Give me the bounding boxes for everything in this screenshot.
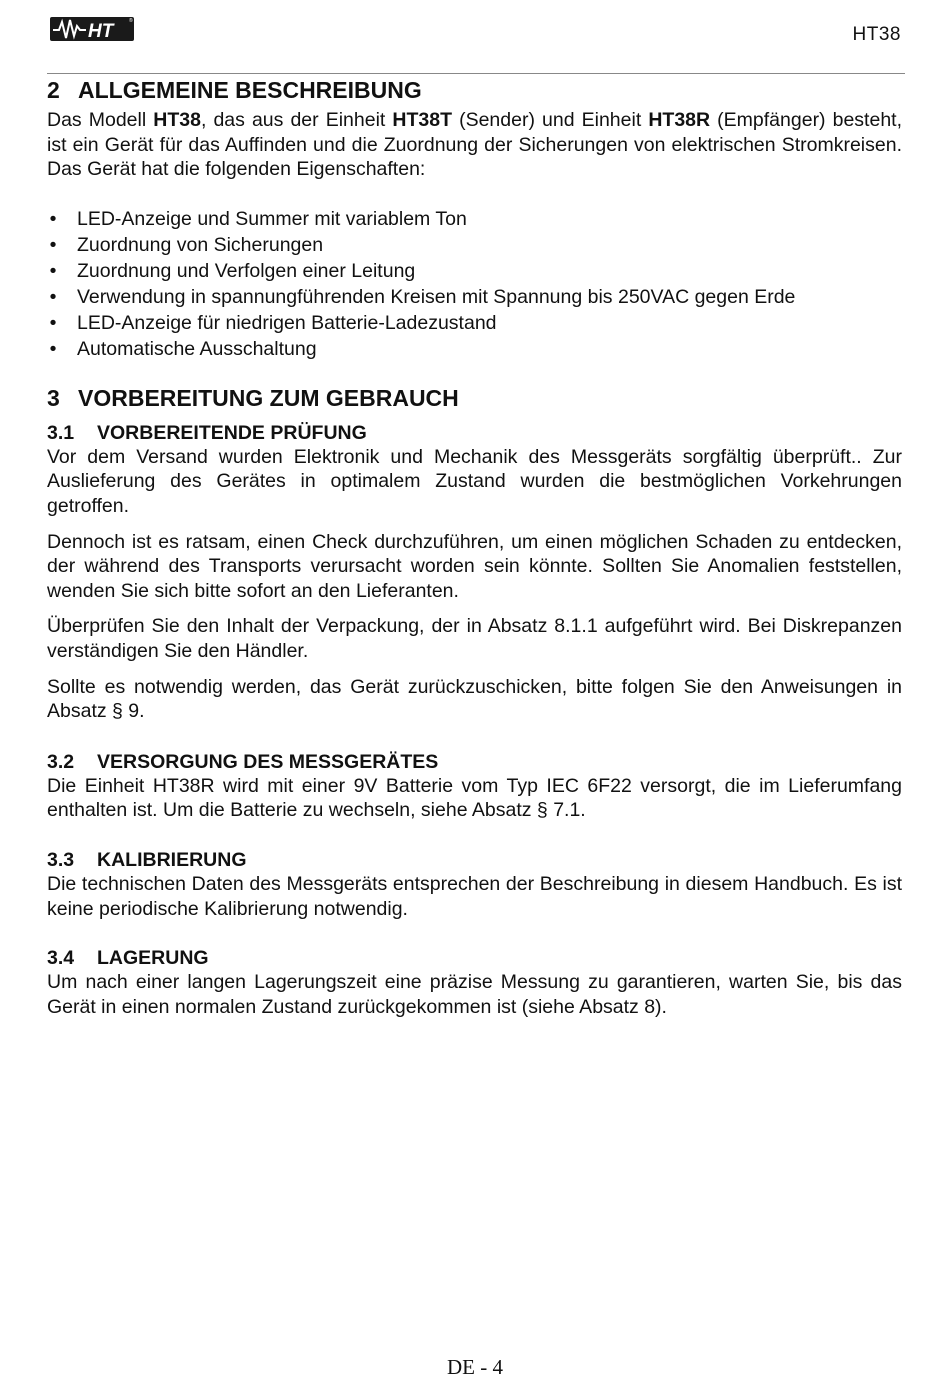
feature-text: Zuordnung von Sicherungen <box>77 233 324 256</box>
paragraph: Dennoch ist es ratsam, einen Check durchzuführen, um einen möglichen Schaden zu entdecken, der während des Transports verursacht worden sein könnte. Sollten Sie Anomalien feststellen, wenden Sie sich bitte sofort an den Lieferanten. <box>47 530 902 602</box>
subsection-number: 3.2 <box>47 750 75 773</box>
paragraph: Die technischen Daten des Messgeräts entsprechen der Beschreibung in diesem Handbuch. Es ist keine periodische Kalibrierung notwendig. <box>47 872 902 920</box>
logo-text: HT <box>88 21 114 42</box>
list-item <box>47 258 902 284</box>
subsection-number: 3.4 <box>47 947 75 970</box>
subsection-title: KALIBRIERUNG <box>97 848 247 871</box>
intro-text: Das Modell <box>47 109 154 131</box>
bullet-icon: • <box>49 233 57 256</box>
paragraph: Um nach einer langen Lagerungszeit eine präzise Messung zu garantieren, warten Sie, bis das Gerät in einen normalen Zustand zurückgekommen ist (siehe Absatz 8). <box>47 971 902 1018</box>
list-item <box>47 284 902 310</box>
feature-text: Verwendung in spannungführenden Kreisen mit Spannung bis 250VAC gegen Erde <box>77 285 796 308</box>
list-item <box>47 206 902 232</box>
subsection-title: VERSORGUNG DES MESSGERÄTES <box>97 750 439 773</box>
subsection-3-2-heading <box>47 750 902 774</box>
section-2-heading <box>47 76 902 104</box>
list-item <box>47 336 902 362</box>
list-item <box>47 232 902 258</box>
subsection-number: 3.3 <box>47 848 75 871</box>
bullet-icon: • <box>49 311 57 334</box>
feature-text: LED-Anzeige für niedrigen Batterie-Ladezustand <box>77 311 497 334</box>
subsection-3-1-heading <box>47 421 902 445</box>
intro-text: , das aus der Einheit <box>200 109 393 131</box>
subsection-title: LAGERUNG <box>97 947 209 970</box>
intro-unit-receiver: HT38R <box>648 109 711 131</box>
bullet-icon: • <box>49 207 57 230</box>
bullet-icon: • <box>49 259 57 282</box>
paragraph: Die Einheit HT38R wird mit einer 9V Batterie vom Typ IEC 6F22 versorgt, die im Lieferumfang enthalten ist. Um die Batterie zu wechseln, siehe Absatz § 7.1. <box>47 774 902 822</box>
document-body <box>47 76 902 1019</box>
paragraph: Sollte es notwendig werden, das Gerät zurückzuschicken, bitte folgen Sie den Anweisungen in Absatz § 9. <box>47 675 902 723</box>
intro-unit-transmitter: HT38T <box>392 109 453 131</box>
ht-logo <box>50 14 134 44</box>
page-number: DE - 4 <box>447 1355 503 1379</box>
feature-text: LED-Anzeige und Summer mit variablem Ton <box>77 207 467 230</box>
intro-model: HT38 <box>153 109 201 131</box>
intro-text: (Sender) und Einheit <box>452 109 649 131</box>
svg-text:®: ® <box>129 18 133 24</box>
bullet-icon: • <box>49 285 57 308</box>
subsection-3-3-heading <box>47 848 902 872</box>
section-number: 2 <box>47 77 60 103</box>
section-3-heading <box>47 384 902 412</box>
feature-list <box>47 206 902 362</box>
model-label: HT38 <box>852 24 901 45</box>
header-divider <box>47 73 905 74</box>
subsection-3-4-heading <box>47 946 902 970</box>
subsection-number: 3.1 <box>47 421 75 444</box>
paragraph: Überprüfen Sie den Inhalt der Verpackung, der in Absatz 8.1.1 aufgeführt wird. Bei Diskrepanzen verständigen Sie den Händler. <box>47 615 902 662</box>
feature-text: Zuordnung und Verfolgen einer Leitung <box>77 259 416 282</box>
list-item <box>47 310 902 336</box>
subsection-title: VORBEREITENDE PRÜFUNG <box>97 421 367 444</box>
bullet-icon: • <box>49 337 57 360</box>
section-2-intro <box>47 108 902 182</box>
section-number: 3 <box>47 384 60 411</box>
paragraph: Vor dem Versand wurden Elektronik und Mechanik des Messgeräts sorgfältig überprüft.. Zur Auslieferung des Gerätes in optimalem Zustand wurden die bestmöglichen Vorkehrungen getroffen. <box>47 445 902 517</box>
intro-text: (Empfänger) besteht, ist ein Gerät für das Auffinden und die Zuordnung der Sicherungen von elektrischen Stromkreisen. Das Gerät hat die folgenden Eigenschaften: <box>47 109 903 181</box>
section-title: VORBEREITUNG ZUM GEBRAUCH <box>78 384 459 411</box>
feature-text: Automatische Ausschaltung <box>77 337 317 360</box>
section-title: ALLGEMEINE BESCHREIBUNG <box>78 77 422 103</box>
